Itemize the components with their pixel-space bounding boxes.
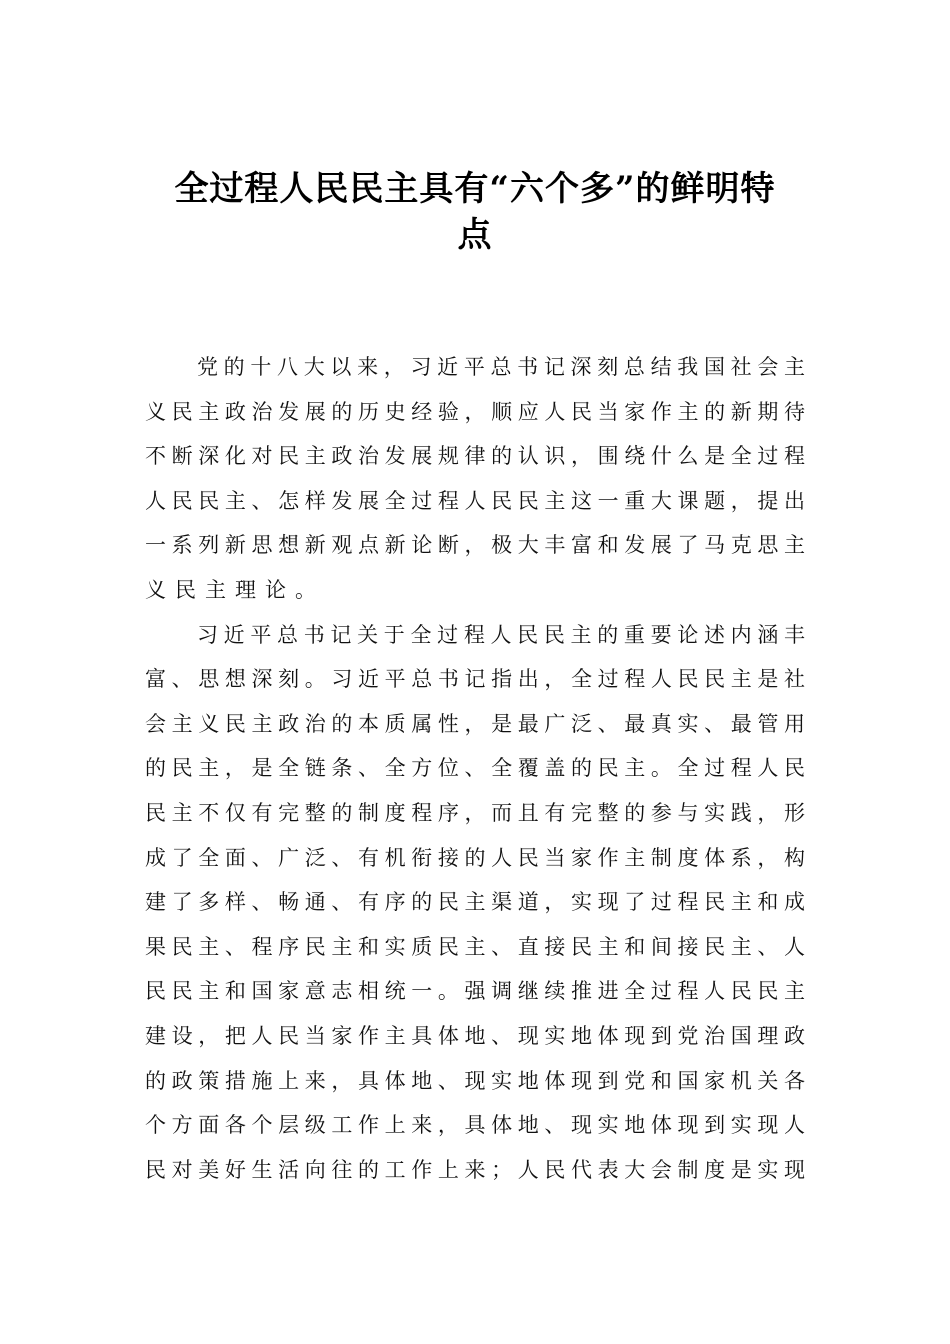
text-line: 习近平总书记关于全过程人民民主的重要论述内涵丰 bbox=[197, 622, 805, 647]
text-line: 民主不仅有完整的制度程序，而且有完整的参与实践，形 bbox=[145, 800, 805, 825]
document-body bbox=[145, 345, 805, 1192]
text-line: 成了全面、广泛、有机衔接的人民当家作主制度体系，构 bbox=[145, 845, 805, 870]
text-line: 民对美好生活向往的工作上来；人民代表大会制度是实现 bbox=[145, 1157, 805, 1182]
title-line: 点 bbox=[457, 215, 493, 255]
text-line: 民民主和国家意志相统一。强调继续推进全过程人民民主 bbox=[145, 979, 805, 1004]
text-line: 的政策措施上来，具体地、现实地体现到党和国家机关各 bbox=[145, 1068, 805, 1093]
paragraph-2 bbox=[145, 613, 805, 1193]
text-line: 建设，把人民当家作主具体地、现实地体现到党治国理政 bbox=[145, 1023, 805, 1048]
text-line: 个方面各个层级工作上来，具体地、现实地体现到实现人 bbox=[145, 1113, 805, 1138]
text-line: 党的十八大以来，习近平总书记深刻总结我国社会主 bbox=[197, 355, 805, 379]
text-line: 义民主政治发展的历史经验，顺应人民当家作主的新期待 bbox=[145, 399, 805, 424]
text-line: 不断深化对民主政治发展规律的认识，围绕什么是全过程 bbox=[145, 444, 805, 469]
title-line: 全过程人民民主具有“六个多”的鲜明特 bbox=[174, 169, 776, 209]
document-title bbox=[150, 166, 800, 258]
text-line: 果民主、程序民主和实质民主、直接民主和间接民主、人 bbox=[145, 934, 805, 959]
paragraph-1 bbox=[145, 345, 805, 613]
text-line: 一系列新思想新观点新论断，极大丰富和发展了马克思主 bbox=[145, 533, 805, 558]
text-line: 富、思想深刻。习近平总书记指出，全过程人民民主是社 bbox=[145, 667, 805, 692]
text-line: 人民民主、怎样发展全过程人民民主这一重大课题，提出 bbox=[145, 488, 805, 513]
text-line: 义民主理论。 bbox=[145, 577, 325, 602]
text-line: 建了多样、畅通、有序的民主渠道，实现了过程民主和成 bbox=[145, 890, 805, 915]
text-line: 会主义民主政治的本质属性，是最广泛、最真实、最管用 bbox=[145, 711, 805, 736]
text-line: 的民主，是全链条、全方位、全覆盖的民主。全过程人民 bbox=[145, 756, 805, 781]
